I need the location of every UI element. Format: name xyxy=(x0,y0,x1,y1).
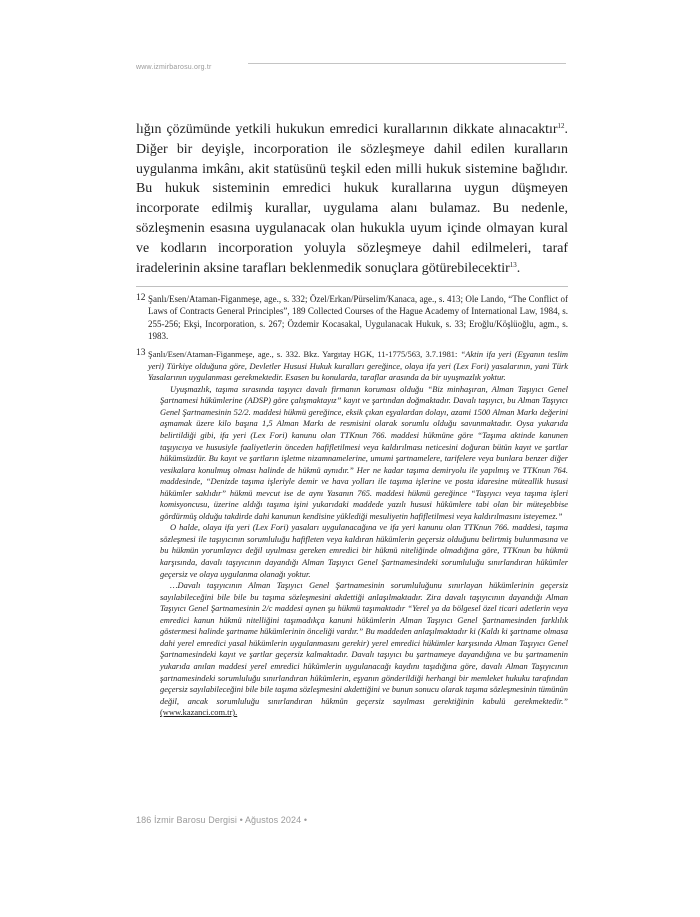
footnote-rule xyxy=(136,286,568,287)
footnote-number: 12 xyxy=(136,293,146,303)
footnote-ref-12[interactable]: 12 xyxy=(557,122,565,130)
body-paragraph: lığın çözümünde yetkili hukukun emredici kurallarının dikkate alınacaktır$^{12}$. Diğer bir deyişle, incorporation ile sözleşmeye dahil edilen kuralların uygulanma imkânı, akit statüsünü teşkil eden milli hukuk sistemine bağlıdır. Bu hukuk sisteminin emredici hukuk kurallarına uygun düşmeyen incorporate edilmiş kurallar, uygulama alanı bulamaz. Bu nedenle, sözleşmenin esasına uygulanacak olan hukukla uyum içinde olmayan kural ve kodların incorporation yoluyla sözleşmeye dahil edilmeleri, taraf iradelerinin aksine tarafları beklenmedik sonuçlara götürebilecektir$^{13}$. xyxy=(136,122,568,276)
footnotes xyxy=(136,293,568,719)
header-rule xyxy=(248,63,566,64)
body-text xyxy=(136,120,568,278)
page-header xyxy=(136,56,566,74)
footnote-13 xyxy=(136,349,568,719)
footnote-text: Şanlı/Esen/Ataman-Figanmeşe, age., s. 332; Özel/Erkan/Pürselim/Kanaca, age., s. 413; Ole Lando, “The Conflict of Laws of Contracts General Principles”, 189 Collected Courses of the Hague Academy of International Law, 1984, s. 255-256; Ekşi, Incorporation, s. 267; Özdemir Kocasakal, Uygulanacak Hukuk, s. 33; Eroğlu/Köşlüoğlu, agm., s. 1983. xyxy=(148,294,568,341)
footnote-number: 13 xyxy=(136,348,146,359)
page-footer xyxy=(136,815,307,825)
court-quote: …Davalı taşıyıcının Alman Taşıyıcı Genel Şartnamesinin sorumluluğunu sınırlayan hükümlerinin geçersiz sayılabileceğini bile bile bu taşıma sözleşmesini akdettiği anlaşılmaktadır. Zira davalı taşıyıcının dayandığı Alman Taşıyıcı Genel Şartnamesinin 2/c maddesi aynen şu hükmü taşımaktadır “Yerel ya da bölgesel özel ticari adetlerin veya emredici kanun hükmü nitelliğini taşımadıkça kanuni hükümlerin Alman Taşıyıcı Genel Şartnamesinden farklılık göstermesi halinde şartname hükümlerinin önceliği vardır.” Bu maddeden anlaşılmaktadır ki (Kaldı ki şartname olmasa dahi yerel emredici yasal hükümlerin uygulanmasını gerekir) yerel emredici hükümler karşısında Alman Taşıyıcı Genel Şartnamesindeki kayıt ve şartlar geçersiz kalmaktadır. Davalı taşıyıcı bu şartnameye dayandığına ve bu şartnamenin yukarıda anılan maddesi yerel emredici hükümlerin uygulanacağı kaydını taşıdığına göre, davalı Alman Taşıyıcının şartnamesindeki sorumluluğu sınırlandıran hükümlerin, eşyanın gönderildiği herhangi bir memleket hukuku tarafından geçersiz sayılabileceğini bile bile taşıma sözleşmesini akdettiğini ve bunun sonucu olarak taşıma sözleşmesinin tümünün değil, ancak sorumluluğu sınırlandıran hükmün geçersiz sayılması gerektiğinin kabulü gerekmektedir.” (www.kazanci.com.tr). xyxy=(160,580,568,718)
page-number: 186 xyxy=(136,815,152,825)
footer-end-mark: • xyxy=(303,815,308,825)
journal-name: İzmir Barosu Dergisi xyxy=(153,815,237,825)
header-url: www.izmirbarosu.org.tr xyxy=(136,64,212,71)
footer-separator: • xyxy=(239,815,243,825)
court-quote: Uyuşmazlık, taşıma sırasında taşıyıcı davalı firmanın koruması olduğu “Biz minhaşıran, Alman Taşıyıcı Genel Şartnamesi hükümlerine (ADSP) göre çalışmaktayız” kayıt ve şartından doğmaktadır. Davalı taşıyıcı, bu Alman Taşıyıcı Genel Şartnamesinin 52/2. maddesi hükmü gereğince, eksik çıkan eşyalardan dolayı, azami 1500 Alman Markı değerini aşmamak üzere kilo başına 1,5 Alman Markı de resmisini olarak sorumlu olduğu savunmaktadır. Oysa yukarıda belirtildiği gibi, ifa yeri (Lex Fori) kanunu olan TTKnun 766. maddesi hükmüne göre “Taşıma aktinde kanunen taşıyıcıya ve hususiyle faaliyetlerin önceden hafifletilmesi veya kaldırılması neticesini doğuran bütün kayıt ve şartlar hükümsüzdür. Bu kayıt ve şartların işletme nizamnamelerine, umumi şartnamelere, tarifelere veya bunlara benzer diğer vesikalara konulmuş olması halinde de hükmü aynıdır.” Her ne kadar taşıma demiryolu ile yapılmış ve TTKnun 764. maddesinde, “Denizde taşıma işleriyle demir ve hava yolları ile taşıma işlerine ve posta idaresine müteallik hususi hükümler saklıdır” hükmü mevcut ise de aynı Yasanın 765. maddesi hükmü gereğince “Taşıyıcı veya taşıma işleri komisyoncusu, üzerine aldığı taşıma işini yukarıdaki maddede yazılı hususi hükümlere tabi olan bir müteşebbise gördürmüş olduğu takdirde dahi kanunun kendisine yüklediği mesuliyetin hafifletilmesi veya kaldırılmasını isteyemez.” xyxy=(160,383,568,521)
court-quote: O halde, olaya ifa yeri (Lex Fori) yasaları uygulanacağına ve ifa yeri kanunu olan TTKnun 766. maddesi, taşıma sözleşmesi ile taşıyıcının sorumluluğu hafifleten veya kaldıran hükümlerin geçersiz olduğunu belirtmiş bulunmasına ve bu hükmün yorumlayıcı değil uyulması gereken emredici bir hükmü niteliğinde olmadığına göre, TTKnun bu hükmü karşısında, davalı taşıyıcının dayandığı Alman Taşıyıcı Genel Şartnamesindeki sorumluluğu sınırlandıran hükümler geçersiz ve olaya uygulanma olanağı yoktur. xyxy=(160,522,568,579)
footnote-text: Şanlı/Esen/Ataman-Figanmeşe, age., s. 332. Bkz. Yargıtay HGK, 11-1775/563, 3.7.1981: “Aktin ifa yeri (Eşyanın teslim yeri) Türkiye olduğuna göre, Devletler Hususi Hukuk kuralları gereğince, olaya ifa yeri (Lex Fori) yasalarının, yani Türk Yasalarının uygulanması gerekmektedir. Esasen bu konularda, taraflar arasında da bir uyuşmazlık yoktur. xyxy=(148,349,569,383)
footnote-12 xyxy=(136,293,568,342)
issue-date: Ağustos 2024 xyxy=(244,815,302,825)
source-link[interactable]: (www.kazanci.com.tr). xyxy=(160,707,238,718)
footnote-ref-13[interactable]: 13 xyxy=(509,260,517,269)
